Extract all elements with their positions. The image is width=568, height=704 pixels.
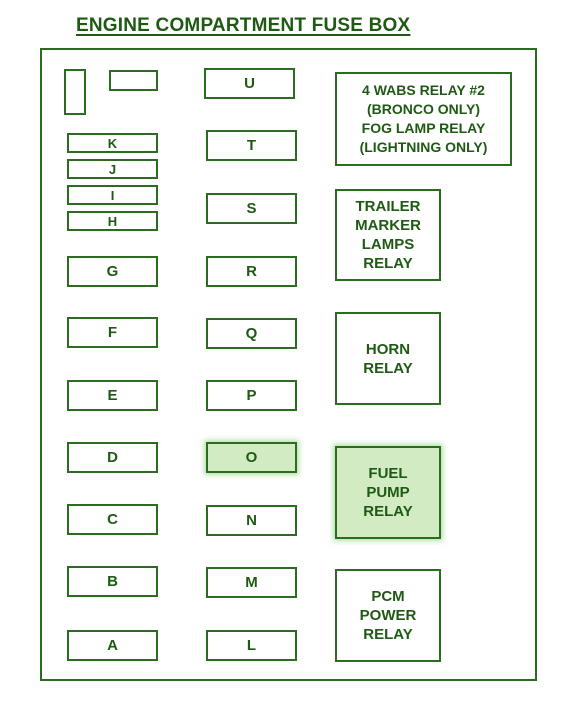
fuse-s: S: [206, 193, 297, 224]
fuse-i: I: [67, 185, 158, 205]
relay-horn: HORN RELAY: [335, 312, 441, 405]
fuse-k: K: [67, 133, 158, 153]
blank-slot-horizontal: [109, 70, 158, 91]
fuse-h: H: [67, 211, 158, 231]
fuse-e: E: [67, 380, 158, 411]
fuse-d: D: [67, 442, 158, 473]
relay-fuel-pump: FUEL PUMP RELAY: [335, 446, 441, 539]
fuse-l: L: [206, 630, 297, 661]
blank-slot-vertical: [64, 69, 86, 115]
relay-pcm-power: PCM POWER RELAY: [335, 569, 441, 662]
fuse-o: O: [206, 442, 297, 473]
fuse-t: T: [206, 130, 297, 161]
relay-wabs-fog-lamp: 4 WABS RELAY #2 (BRONCO ONLY) FOG LAMP RELAY (LIGHTNING ONLY): [335, 72, 512, 166]
fuse-q: Q: [206, 318, 297, 349]
fuse-p: P: [206, 380, 297, 411]
diagram-title: ENGINE COMPARTMENT FUSE BOX: [76, 15, 411, 36]
fuse-r: R: [206, 256, 297, 287]
fuse-c: C: [67, 504, 158, 535]
fuse-b: B: [67, 566, 158, 597]
fuse-g: G: [67, 256, 158, 287]
fuse-u: U: [204, 68, 295, 99]
relay-trailer-marker-lamps: TRAILER MARKER LAMPS RELAY: [335, 189, 441, 281]
fuse-a: A: [67, 630, 158, 661]
fuse-f: F: [67, 317, 158, 348]
fuse-n: N: [206, 505, 297, 536]
fuse-j: J: [67, 159, 158, 179]
fuse-m: M: [206, 567, 297, 598]
